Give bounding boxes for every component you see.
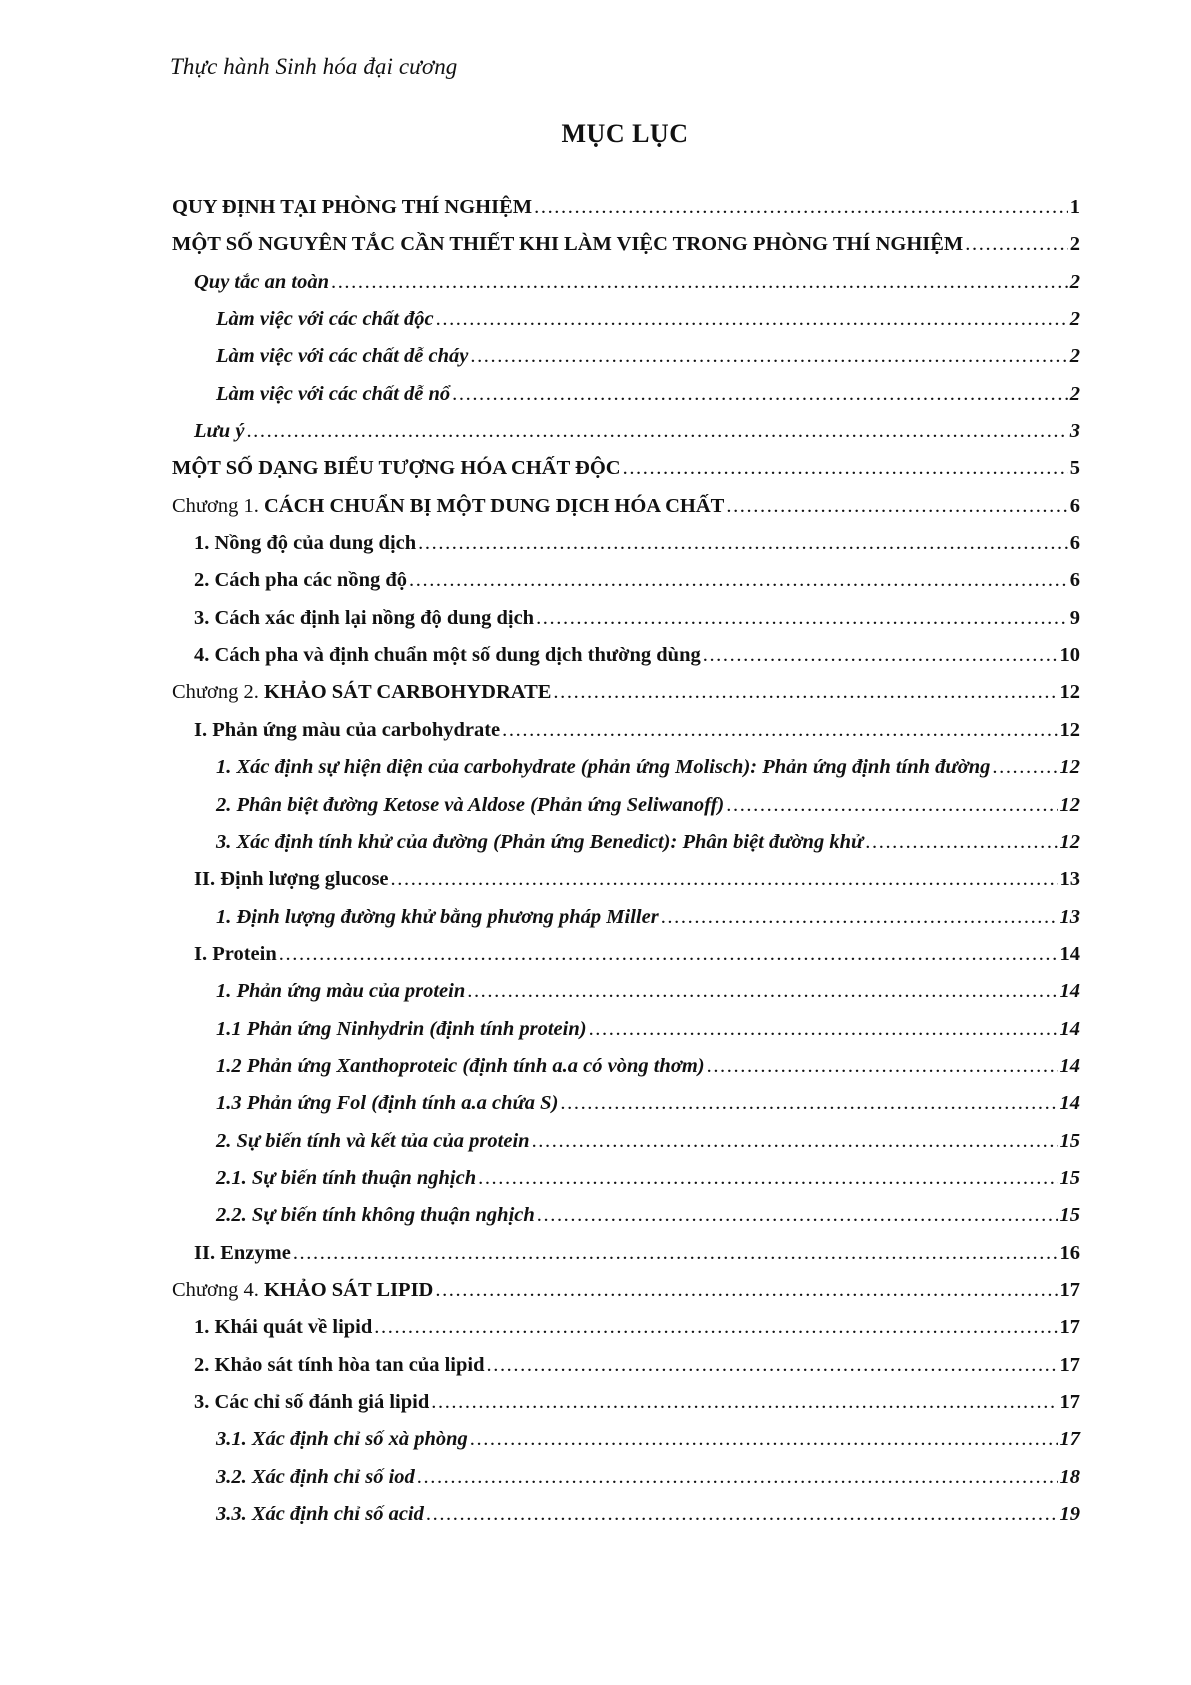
toc-entry[interactable] <box>172 1130 1080 1167</box>
dot-leader <box>470 345 1067 368</box>
dot-leader <box>391 868 1058 891</box>
dot-leader <box>502 719 1057 742</box>
toc-entry[interactable] <box>172 271 1080 308</box>
toc-entry[interactable] <box>172 980 1080 1017</box>
toc-entry[interactable] <box>172 457 1080 494</box>
toc-entry[interactable] <box>172 943 1080 980</box>
toc-entry-label: MỘT SỐ NGUYÊN TẮC CẦN THIẾT KHI LÀM VIỆC TRONG PHÒNG THÍ NGHIỆM <box>172 233 964 256</box>
dot-leader <box>703 644 1058 667</box>
toc-entry-label: 1.2 Phản ứng Xanthoproteic (định tính a.a có vòng thơm) <box>216 1054 705 1077</box>
toc-entry-page: 2 <box>1069 270 1080 293</box>
toc-entry[interactable] <box>172 1391 1080 1428</box>
chapter-prefix: Chương 2. <box>172 681 259 704</box>
toc-entry-page: 14 <box>1059 1092 1080 1115</box>
toc-entry[interactable] <box>172 756 1080 793</box>
toc-entry-page: 12 <box>1059 718 1080 741</box>
toc-entry-page: 9 <box>1069 606 1080 629</box>
toc-entry-label: 2. Phân biệt đường Ketose và Aldose (Phản ứng Seliwanoff) <box>216 793 725 816</box>
toc-entry[interactable] <box>172 420 1080 457</box>
chapter-prefix: Chương 4. <box>172 1278 259 1301</box>
dot-leader <box>374 1316 1057 1339</box>
toc-entry-chapter[interactable] <box>172 495 1080 532</box>
toc-entry[interactable] <box>172 1354 1080 1391</box>
toc-entry-label: 2. Sự biến tính và kết tủa của protein <box>216 1129 530 1152</box>
toc-entry[interactable] <box>172 1242 1080 1279</box>
toc-entry[interactable] <box>172 1204 1080 1241</box>
toc-entry-page: 12 <box>1059 681 1080 704</box>
toc-entry-label: 1. Khái quát về lipid <box>194 1316 373 1339</box>
toc-entry-label: Lưu ý <box>194 420 245 443</box>
toc-entry-chapter[interactable] <box>172 1279 1080 1316</box>
toc-entry[interactable] <box>172 906 1080 943</box>
toc-entry[interactable] <box>172 383 1080 420</box>
toc-entry-label: II. Định lượng glucose <box>194 868 389 891</box>
toc-entry-label: 2. Khảo sát tính hòa tan của lipid <box>194 1353 485 1376</box>
toc-entry[interactable] <box>172 345 1080 382</box>
toc-entry[interactable] <box>172 607 1080 644</box>
dot-leader <box>726 495 1067 518</box>
toc-entry[interactable] <box>172 1316 1080 1353</box>
toc-entry-label: 2.2. Sự biến tính không thuận nghịch <box>216 1204 535 1227</box>
toc-entry-page: 12 <box>1059 793 1080 816</box>
dot-leader <box>560 1092 1057 1115</box>
toc-entry-label: MỘT SỐ DẠNG BIỂU TƯỢNG HÓA CHẤT ĐỘC <box>172 457 621 480</box>
dot-leader <box>417 1466 1058 1489</box>
dot-leader <box>726 794 1057 817</box>
toc-entry-page: 15 <box>1059 1204 1080 1227</box>
toc-entry[interactable] <box>172 308 1080 345</box>
toc-entry-page: 19 <box>1059 1503 1080 1526</box>
toc-entry-label <box>172 681 551 704</box>
toc-entry[interactable] <box>172 532 1080 569</box>
toc-entry-page: 17 <box>1059 1316 1080 1339</box>
dot-leader <box>426 1503 1058 1526</box>
toc-entry-page: 15 <box>1059 1166 1080 1189</box>
toc-entry-label: 3. Các chỉ số đánh giá lipid <box>194 1391 430 1413</box>
dot-leader <box>623 457 1068 480</box>
toc-entry-page: 13 <box>1059 905 1080 928</box>
toc-entry-label: 1. Phản ứng màu của protein <box>216 980 466 1003</box>
dot-leader <box>536 607 1068 630</box>
dot-leader <box>246 420 1067 443</box>
toc-entry-label: Làm việc với các chất dễ cháy <box>216 345 469 368</box>
dot-leader <box>435 1279 1057 1302</box>
toc-entry-chapter[interactable] <box>172 681 1080 718</box>
toc-entry-label: 1. Định lượng đường khử bằng phương pháp Miller <box>216 905 659 928</box>
toc-entry-page: 18 <box>1059 1465 1080 1488</box>
dot-leader <box>431 1391 1057 1414</box>
toc-entry-label: 3.2. Xác định chỉ số iod <box>216 1465 415 1488</box>
toc-entry-label: I. Phản ứng màu của carbohydrate <box>194 718 501 741</box>
dot-leader <box>532 1130 1058 1153</box>
toc-entry-label: 3.3. Xác định chỉ số acid <box>216 1503 424 1526</box>
toc-entry-label: Làm việc với các chất độc <box>216 308 434 331</box>
dot-leader <box>331 271 1068 294</box>
toc-entry-label <box>172 495 724 518</box>
dot-leader <box>452 383 1068 406</box>
toc-entry-page: 12 <box>1059 830 1080 853</box>
toc-entry[interactable] <box>172 644 1080 681</box>
toc-entry-page: 2 <box>1069 233 1080 256</box>
chapter-prefix: Chương 1. <box>172 494 259 517</box>
toc-entry-page: 14 <box>1059 980 1080 1003</box>
dot-leader <box>537 1204 1058 1227</box>
toc-entry[interactable] <box>172 719 1080 756</box>
dot-leader <box>436 308 1068 331</box>
toc-entry-page: 5 <box>1069 457 1080 480</box>
dot-leader <box>589 1018 1058 1041</box>
toc-entry-page: 1 <box>1069 196 1080 218</box>
dot-leader <box>707 1055 1058 1078</box>
toc-entry-label: 1. Xác định sự hiện diện của carbohydrate (phản ứng Molisch): Phản ứng định tính đường <box>216 756 991 779</box>
toc-entry-page: 14 <box>1059 1017 1080 1040</box>
toc-entry[interactable] <box>172 868 1080 905</box>
toc-entry-label: 2.1. Sự biến tính thuận nghịch <box>216 1166 477 1189</box>
dot-leader <box>279 943 1058 966</box>
dot-leader <box>661 906 1058 929</box>
toc-entry[interactable] <box>172 569 1080 606</box>
dot-leader <box>470 1428 1058 1451</box>
toc-entry-page: 14 <box>1059 942 1080 965</box>
toc-entry[interactable] <box>172 233 1080 270</box>
toc-entry-page: 3 <box>1069 420 1080 443</box>
toc-entry-label: 3.1. Xác định chỉ số xà phòng <box>216 1428 468 1451</box>
dot-leader <box>293 1242 1058 1265</box>
toc-entry-label: 3. Xác định tính khử của đường (Phản ứng Benedict): Phân biệt đường khử <box>216 830 864 853</box>
toc-entry-page: 15 <box>1059 1129 1080 1152</box>
toc-entry-page: 6 <box>1069 532 1080 555</box>
toc-entry-label: 1.1 Phản ứng Ninhydrin (định tính protein) <box>216 1017 587 1040</box>
dot-leader <box>965 233 1067 256</box>
toc-entry-label: 3. Cách xác định lại nồng độ dung dịch <box>194 606 535 629</box>
toc-entry-label: Làm việc với các chất dễ nổ <box>216 382 451 405</box>
chapter-title: KHẢO SÁT LIPID <box>264 1278 434 1301</box>
toc-entry-page: 10 <box>1059 644 1080 667</box>
dot-leader <box>467 980 1057 1003</box>
toc-entry-label: Quy tắc an toàn <box>194 270 329 293</box>
toc-entry-page: 2 <box>1069 308 1080 331</box>
toc-entry[interactable] <box>172 196 1080 233</box>
toc-entry-page: 17 <box>1059 1278 1080 1301</box>
toc-entry[interactable] <box>172 1428 1080 1465</box>
toc-entry-page: 17 <box>1059 1353 1080 1376</box>
toc-entry-label <box>172 1279 433 1302</box>
toc-entry[interactable] <box>172 1055 1080 1092</box>
toc-entry-label: QUY ĐỊNH TẠI PHÒNG THÍ NGHIỆM <box>172 196 533 218</box>
toc-entry-page: 6 <box>1069 494 1080 517</box>
toc-entry[interactable] <box>172 831 1080 868</box>
toc-entry-page: 17 <box>1059 1391 1080 1413</box>
toc-entry-page: 17 <box>1059 1428 1080 1451</box>
toc-entry-page: 6 <box>1069 569 1080 592</box>
dot-leader <box>553 681 1057 704</box>
toc-entry-page: 2 <box>1069 345 1080 368</box>
dot-leader <box>992 756 1057 779</box>
toc-entry-page: 16 <box>1059 1241 1080 1264</box>
toc-entry-label: I. Protein <box>194 942 277 965</box>
chapter-title: KHẢO SÁT CARBOHYDRATE <box>264 681 552 704</box>
toc-entry[interactable] <box>172 794 1080 831</box>
toc-entry-label: 1. Nồng độ của dung dịch <box>194 532 417 555</box>
toc-entry-page: 2 <box>1069 382 1080 405</box>
chapter-title: CÁCH CHUẨN BỊ MỘT DUNG DỊCH HÓA CHẤT <box>264 494 725 517</box>
toc-entry-label: 4. Cách pha và định chuẩn một số dung dịch thường dùng <box>194 644 701 667</box>
dot-leader <box>478 1167 1057 1190</box>
toc-entry-label: 2. Cách pha các nồng độ <box>194 569 408 592</box>
toc-entry-page: 13 <box>1059 868 1080 891</box>
dot-leader <box>409 569 1068 592</box>
toc-entry-page: 14 <box>1059 1054 1080 1077</box>
dot-leader <box>534 196 1068 219</box>
toc-entry-label: II. Enzyme <box>194 1241 291 1264</box>
toc-entry-page: 12 <box>1059 756 1080 779</box>
running-header: Thực hành Sinh hóa đại cương <box>170 54 458 79</box>
toc-entry[interactable] <box>172 1167 1080 1204</box>
dot-leader <box>487 1354 1058 1377</box>
toc-entry[interactable] <box>172 1018 1080 1055</box>
toc-entry[interactable] <box>172 1092 1080 1129</box>
toc-entry-label: 1.3 Phản ứng Fol (định tính a.a chứa S) <box>216 1092 559 1115</box>
dot-leader <box>418 532 1068 555</box>
toc-entry[interactable] <box>172 1466 1080 1503</box>
dot-leader <box>865 831 1057 854</box>
toc-entry[interactable] <box>172 1503 1080 1540</box>
page-title: MỤC LỤC <box>561 119 689 148</box>
table-of-contents <box>172 196 1080 1540</box>
